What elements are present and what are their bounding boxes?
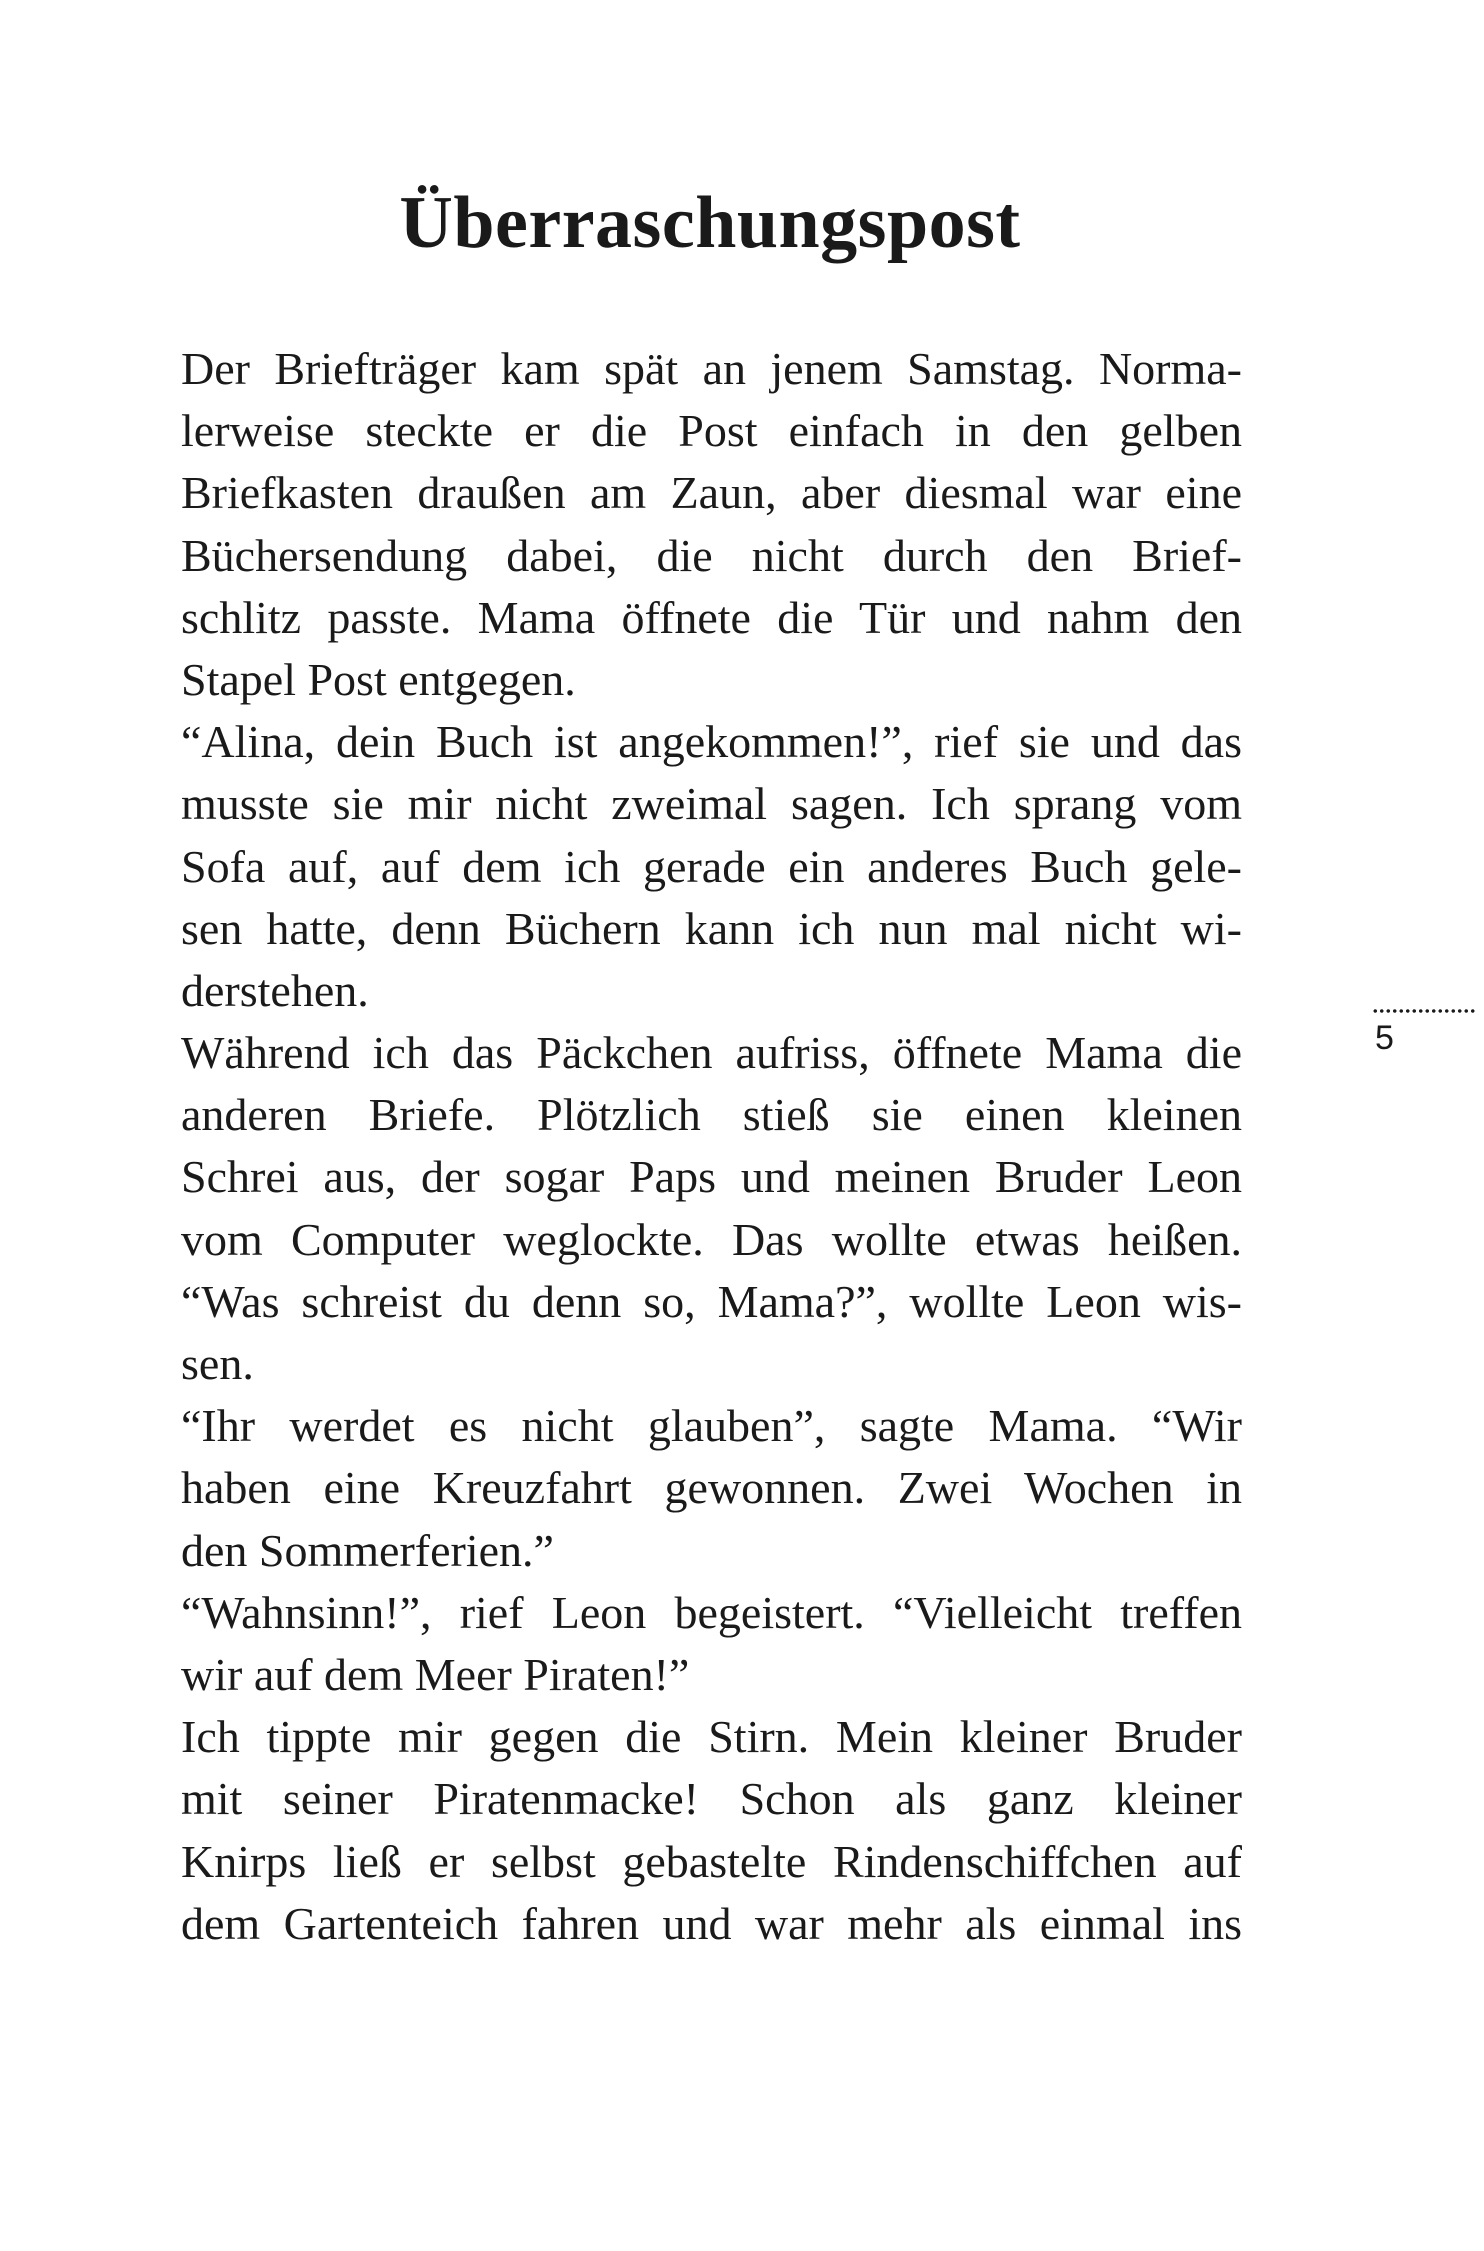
text-line: mit seiner Piratenmacke! Schon als ganz kleiner	[181, 1773, 1242, 1825]
dotted-rule	[1372, 1008, 1477, 1014]
text-line: Der Briefträger kam spät an jenem Samstag. Norma-	[181, 343, 1242, 394]
text-line: sen hatte, denn Büchern kann ich nun mal nicht wi-	[181, 902, 1242, 954]
text-line: “Ihr werdet es nicht glauben”, sagte Mama. “Wir	[181, 1400, 1242, 1452]
page-number-marker	[1372, 1008, 1482, 1058]
text-line: derstehen.	[181, 964, 369, 1016]
text-line: “Was schreist du denn so, Mama?”, wollte Leon wis-	[181, 1275, 1242, 1327]
text-line: musste sie mir nicht zweimal sagen. Ich sprang vom	[181, 778, 1242, 830]
body-text	[181, 338, 1242, 1955]
chapter-title: Überraschungspost	[399, 182, 1021, 264]
text-line: Sofa auf, auf dem ich gerade ein anderes Buch gele-	[181, 840, 1242, 892]
text-line: den Sommerferien.”	[181, 1524, 554, 1576]
text-line: “Wahnsinn!”, rief Leon begeistert. “Vielleicht treffen	[181, 1586, 1242, 1638]
text-line: Schrei aus, der sogar Paps und meinen Bruder Leon	[181, 1151, 1242, 1203]
text-line: vom Computer weglockte. Das wollte etwas heißen.	[181, 1213, 1242, 1265]
page-number: 5	[1375, 1019, 1394, 1057]
text-line: Ich tippte mir gegen die Stirn. Mein kleiner Bruder	[181, 1711, 1242, 1763]
text-line: Während ich das Päckchen aufriss, öffnete Mama die	[181, 1027, 1242, 1079]
text-line: Büchersendung dabei, die nicht durch den Brief-	[181, 529, 1242, 581]
text-line: sen.	[181, 1338, 254, 1389]
text-line: Stapel Post entgegen.	[181, 653, 576, 705]
text-line: schlitz passte. Mama öffnete die Tür und nahm den	[181, 591, 1242, 643]
text-line: “Alina, dein Buch ist angekommen!”, rief sie und das	[181, 716, 1242, 768]
text-line: anderen Briefe. Plötzlich stieß sie einen kleinen	[181, 1089, 1242, 1141]
text-line: lerweise steckte er die Post einfach in den gelben	[181, 405, 1242, 457]
text-line: wir auf dem Meer Piraten!”	[181, 1648, 690, 1700]
text-line: dem Gartenteich fahren und war mehr als einmal ins	[181, 1897, 1242, 1949]
text-line: Knirps ließ er selbst gebastelte Rindenschiffchen auf	[181, 1835, 1242, 1887]
text-line: Briefkasten draußen am Zaun, aber diesmal war eine	[181, 467, 1242, 519]
text-line: haben eine Kreuzfahrt gewonnen. Zwei Wochen in	[181, 1462, 1242, 1514]
